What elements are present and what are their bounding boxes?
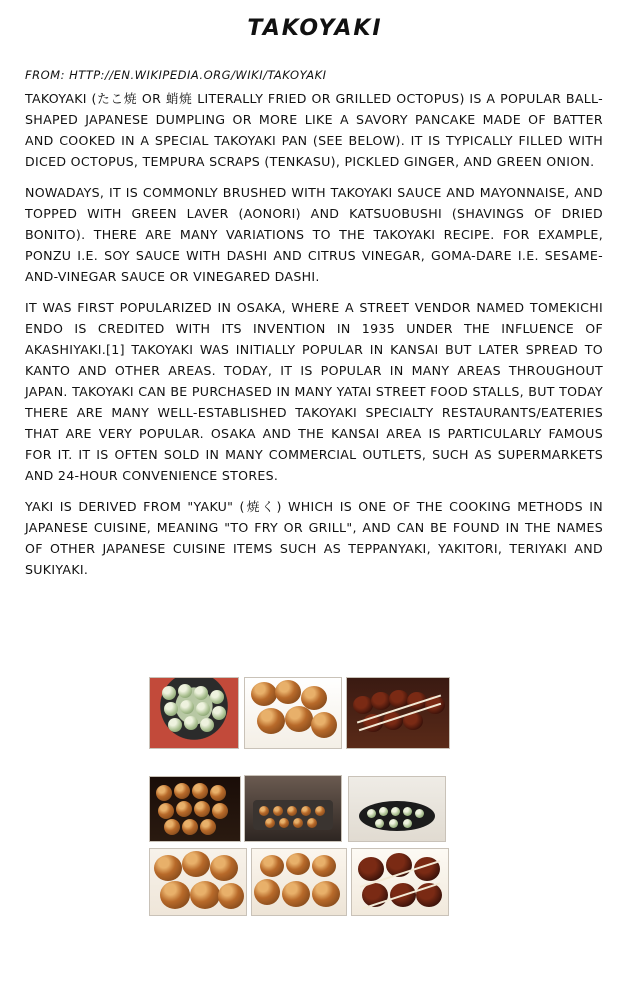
page-title: TAKOYAKI [247,16,383,41]
photo-takoyaki-pan-cooking [149,776,241,842]
photo-takoyaki-sauced-plate [351,848,449,916]
paragraph-etymology: YAKI IS DERIVED FROM "YAKU" (焼く) WHICH IS ONE OF THE COOKING METHODS IN JAPANESE CUISINE, MEANING "TO FRY OR GRILL", AND CAN BE FOUND IN THE NAMES OF OTHER JAPANESE CUISINE ITEMS SUCH AS TEPPANYAKI, YAKITORI, TERIYAKI AND SUKIYAKI. [25,499,603,577]
photo-street-vendor [244,775,342,842]
photo-pan-batter [348,776,446,842]
source-line: FROM: HTTP://EN.WIKIPEDIA.ORG/WIKI/TAKOYAKI [25,68,327,82]
photo-takoyaki-plate-mayo [346,677,450,749]
paragraph-toppings: NOWADAYS, IT IS COMMONLY BRUSHED WITH TAKOYAKI SAUCE AND MAYONNAISE, AND TOPPED WITH GREEN LAVER (AONORI) AND KATSUOBUSHI (SHAVINGS OF DRIED BONITO). THERE ARE MANY VARIATIONS TO THE TAKOYAKI RECIPE. FOR EXAMPLE, PONZU I.E. SOY SAUCE WITH DASHI AND CITRUS VINEGAR, GOMA-DARE I.E. SESAME-AND-VINEGAR SAUCE OR VINEGARED DASHI. [25,185,603,284]
article-body [25,88,603,590]
photo-takoyaki-pan-green [149,677,239,749]
photo-takoyaki-closeup [244,677,342,749]
photo-takoyaki-toppings [149,848,247,916]
paragraph-history: IT WAS FIRST POPULARIZED IN OSAKA, WHERE A STREET VENDOR NAMED TOMEKICHI ENDO IS CREDITED WITH ITS INVENTION IN 1935 UNDER THE INFLUENCE OF AKASHIYAKI.[1] TAKOYAKI WAS INITIALLY POPULAR IN KANSAI BUT LATER SPREAD TO KANTO AND OTHER AREAS. TODAY, IT IS POPULAR IN MANY AREAS THROUGHOUT JAPAN. TAKOYAKI CAN BE PURCHASED IN MANY YATAI STREET FOOD STALLS, BUT TODAY THERE ARE MANY WELL-ESTABLISHED TAKOYAKI SPECIALTY RESTAURANTS/EATERIES THAT ARE VERY POPULAR. OSAKA AND THE KANSAI AREA IS PARTICULARLY FAMOUS FOR IT. IT IS OFTEN SOLD IN MANY COMMERCIAL OUTLETS, SUCH AS SUPERMARKETS AND 24-HOUR CONVENIENCE STORES. [25,300,603,483]
photo-takoyaki-glazed [251,848,347,916]
paragraph-intro: TAKOYAKI (たこ焼 OR 蛸焼 LITERALLY FRIED OR GRILLED OCTOPUS) IS A POPULAR BALL-SHAPED JAPANESE DUMPLING OR MORE LIKE A SAVORY PANCAKE MADE OF BATTER AND COOKED IN A SPECIAL TAKOYAKI PAN (SEE BELOW). IT IS TYPICALLY FILLED WITH DICED OCTOPUS, TEMPURA SCRAPS (TENKASU), PICKLED GINGER, AND GREEN ONION. [25,91,603,169]
